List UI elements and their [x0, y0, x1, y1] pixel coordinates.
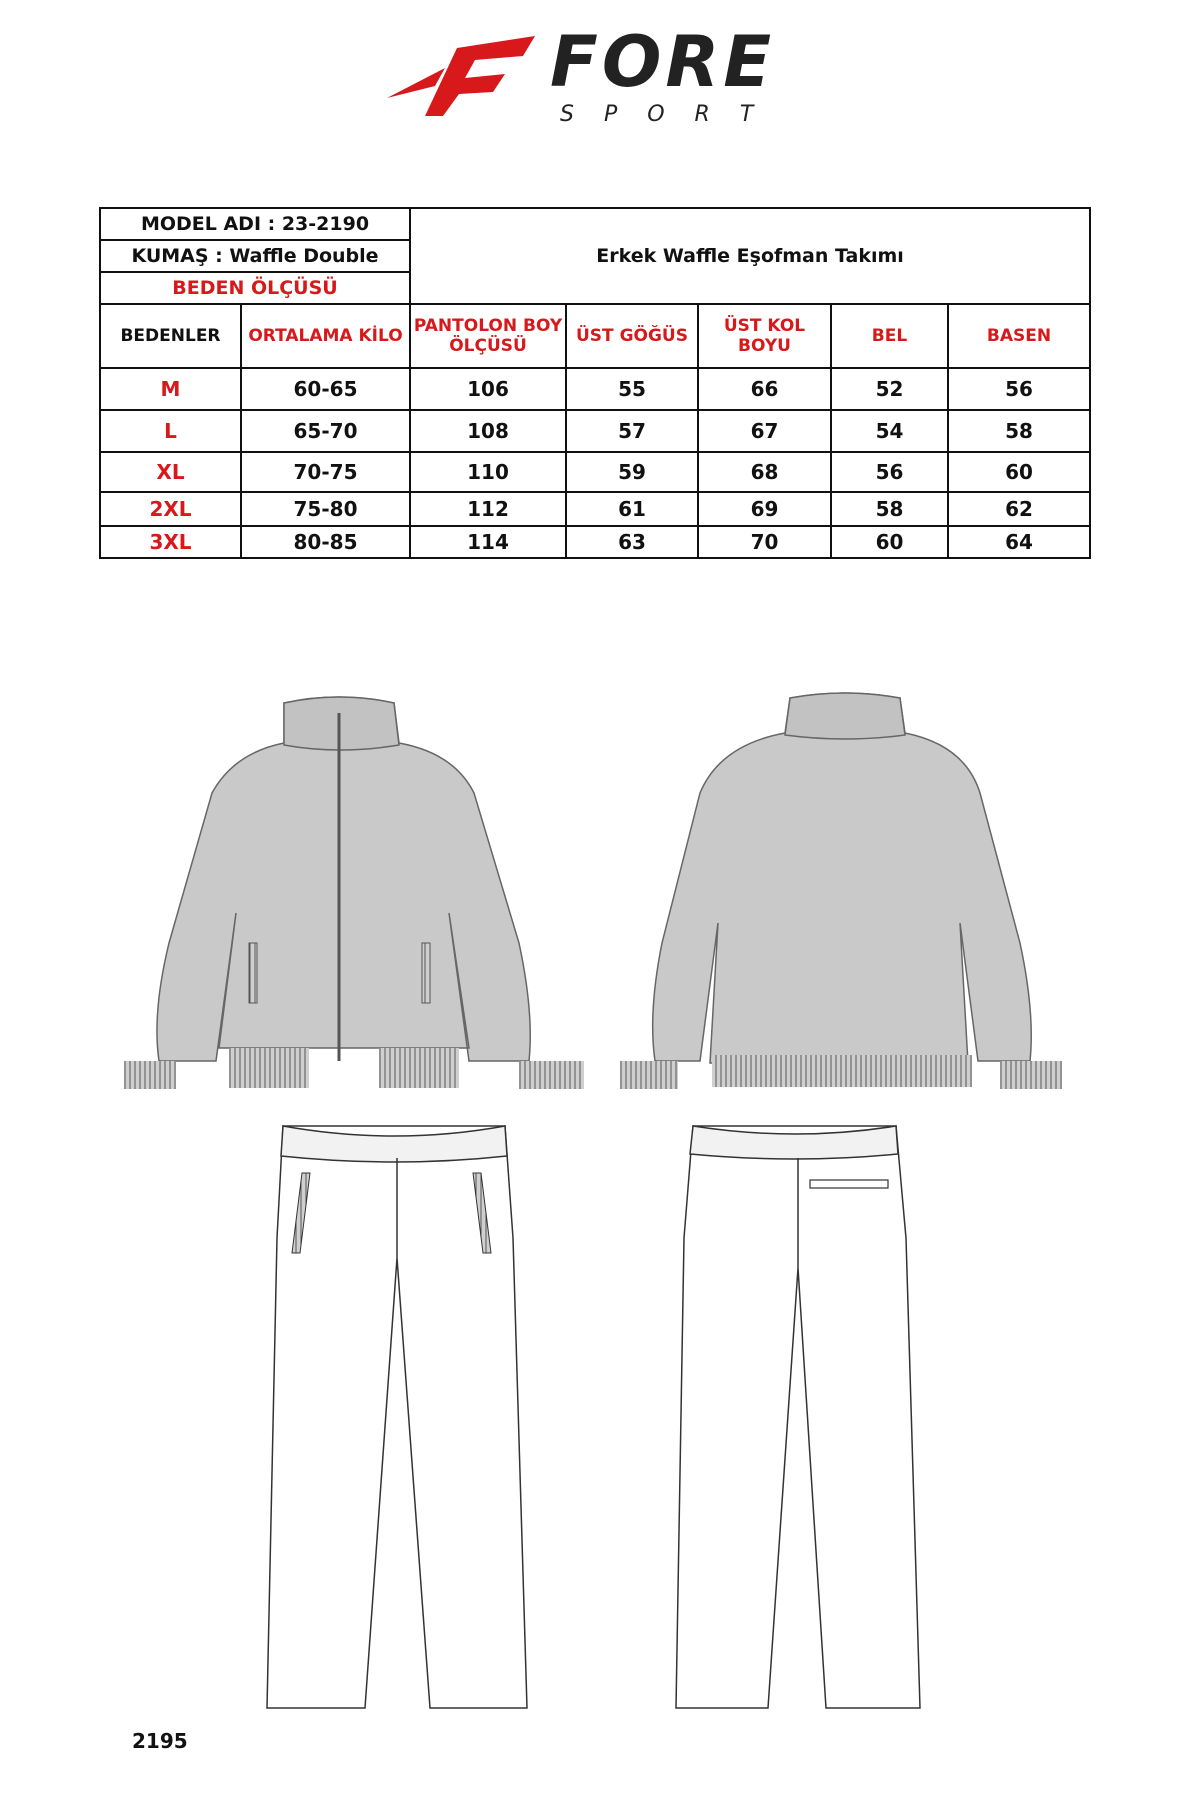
table-cell: 55 [566, 368, 698, 410]
column-header: BASEN [948, 304, 1090, 368]
column-header: BEDENLER [100, 304, 241, 368]
table-cell: 60 [831, 526, 948, 558]
table-cell: 52 [831, 368, 948, 410]
fore-logo-icon [385, 28, 535, 118]
column-header: ÜST GÖĞÜS [566, 304, 698, 368]
column-header: ÜST KOL BOYU [698, 304, 831, 368]
table-cell: 56 [948, 368, 1090, 410]
table-row [100, 452, 1090, 492]
table-cell: 60-65 [241, 368, 410, 410]
brand-tagline: SPORT [560, 102, 784, 127]
table-header-row [100, 304, 1090, 368]
table-cell: 112 [410, 492, 566, 526]
table-row [100, 368, 1090, 410]
table-cell: 108 [410, 410, 566, 452]
fabric-type: KUMAŞ : Waffle Double [100, 240, 410, 272]
pants-front-illustration [255, 1118, 540, 1713]
table-cell: 106 [410, 368, 566, 410]
page-code: 2195 [132, 1729, 188, 1753]
table-cell: 58 [831, 492, 948, 526]
size-cell: XL [100, 452, 241, 492]
table-cell: 114 [410, 526, 566, 558]
column-header: ORTALAMA KİLO [241, 304, 410, 368]
table-cell: 63 [566, 526, 698, 558]
product-title: Erkek Waffle Eşofman Takımı [410, 208, 1090, 304]
table-cell: 80-85 [241, 526, 410, 558]
table-cell: 62 [948, 492, 1090, 526]
size-cell: M [100, 368, 241, 410]
size-cell: L [100, 410, 241, 452]
table-cell: 58 [948, 410, 1090, 452]
brand-logo [385, 21, 805, 127]
table-cell: 64 [948, 526, 1090, 558]
table-row [100, 410, 1090, 452]
table-cell: 67 [698, 410, 831, 452]
table-cell: 56 [831, 452, 948, 492]
size-cell: 3XL [100, 526, 241, 558]
column-header: PANTOLON BOY ÖLÇÜSÜ [410, 304, 566, 368]
table-cell: 65-70 [241, 410, 410, 452]
model-name: MODEL ADI : 23-2190 [100, 208, 410, 240]
table-cell: 66 [698, 368, 831, 410]
table-cell: 70 [698, 526, 831, 558]
size-cell: 2XL [100, 492, 241, 526]
table-cell: 69 [698, 492, 831, 526]
table-cell: 75-80 [241, 492, 410, 526]
table-cell: 61 [566, 492, 698, 526]
table-cell: 57 [566, 410, 698, 452]
table-cell: 54 [831, 410, 948, 452]
pants-back-illustration [668, 1118, 938, 1713]
table-cell: 59 [566, 452, 698, 492]
size-chart-table [99, 207, 1091, 559]
table-cell: 110 [410, 452, 566, 492]
table-cell: 68 [698, 452, 831, 492]
jacket-back-illustration [600, 683, 1065, 1093]
size-chart-label: BEDEN ÖLÇÜSÜ [100, 272, 410, 304]
column-header: BEL [831, 304, 948, 368]
brand-name: FORE [550, 21, 776, 103]
jacket-front-illustration [124, 683, 584, 1093]
table-cell: 70-75 [241, 452, 410, 492]
table-row [100, 526, 1090, 558]
table-cell: 60 [948, 452, 1090, 492]
table-row [100, 492, 1090, 526]
